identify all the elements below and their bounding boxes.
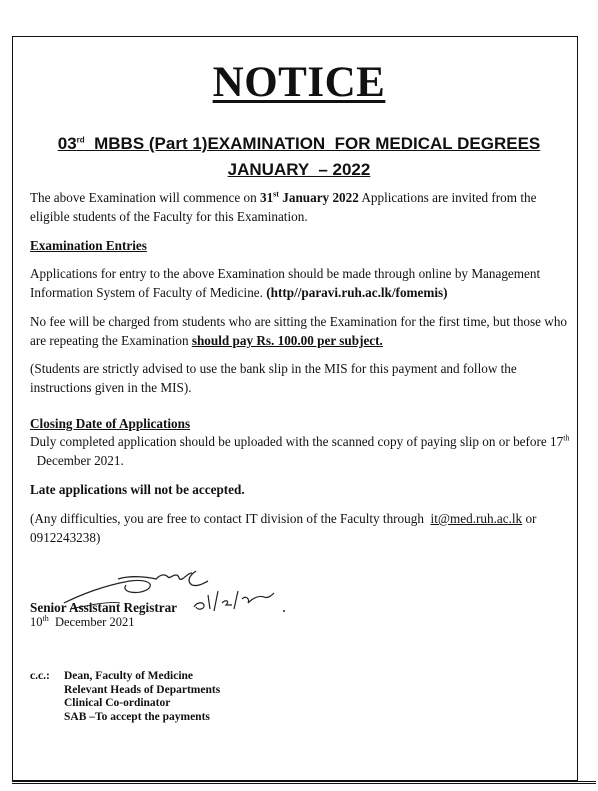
entries-text-2: No fee will be charged from students who are sitting the Examination for the first time, but those who are repeating the Examination (30, 314, 568, 348)
cc-list (64, 670, 220, 724)
mis-link[interactable]: (http//paravi.ruh.ac.lk/fomemis) (266, 285, 448, 300)
exam-number-suffix: rd (76, 135, 85, 145)
signoff-date-sup: th (42, 613, 49, 623)
intro-date-rest: January 2022 (278, 190, 359, 205)
contact-phone: or 0912243238) (30, 511, 537, 545)
entries-paragraph-1 (30, 264, 570, 302)
intro-text-rest: Applications are invited from the eligible students of the Faculty for this Examination. (30, 190, 537, 224)
intro-date (260, 190, 359, 205)
cc-item: Clinical Co-ordinator (64, 697, 171, 709)
closing-date-rest: December 2021. (30, 453, 124, 468)
closing-date-num: 17 (550, 434, 564, 449)
closing-heading: Closing Date of Applications (30, 416, 191, 431)
closing-text: Duly completed application should be uploaded with the scanned copy of paying slip on or before (30, 434, 551, 449)
contact-email-link[interactable]: it@med.ruh.ac.lk (430, 511, 523, 526)
signoff-date-rest: December 2021 (48, 615, 135, 629)
contact-paragraph (30, 509, 570, 547)
exam-number: 03 (57, 134, 77, 153)
intro-paragraph (30, 188, 570, 226)
exam-month: JANUARY – 2022 (227, 160, 371, 179)
signoff-date-num: 10 (30, 615, 43, 629)
entries-paragraph-2 (30, 312, 570, 350)
cc-item: Dean, Faculty of Medicine (64, 670, 194, 682)
entries-text-1: Applications for entry to the above Examination should be made through online by Management Information System of Faculty of Medicine. (30, 266, 541, 300)
closing-date-sup: th (563, 433, 570, 443)
handwritten-date-initials (192, 585, 292, 617)
cc-label: c.c.: (30, 670, 50, 682)
page-border-bottom (12, 781, 596, 787)
signatory-title: Senior Assistant Registrar (30, 600, 178, 615)
exam-subtitle (0, 134, 598, 154)
notice-title: NOTICE (212, 59, 386, 106)
entries-paragraph-3: (Students are strictly advised to use the bank slip in the MIS for this payment and follow the instructions given in the MIS). (30, 361, 517, 395)
intro-date-sup: st (273, 189, 279, 199)
cc-item: SAB –To accept the payments (64, 710, 210, 723)
signoff-date (30, 615, 134, 630)
intro-text: The above Examination will commence on (30, 190, 260, 205)
entries-heading: Examination Entries (30, 238, 147, 253)
fee-notice: should pay Rs. 100.00 per subject. (191, 333, 383, 348)
late-applications-note: Late applications will not be accepted. (30, 482, 245, 497)
intro-date-num: 31 (259, 190, 274, 205)
cc-item: Relevant Heads of Departments (64, 683, 221, 696)
contact-text: (Any difficulties, you are free to contact IT division of the Faculty through (30, 511, 431, 526)
exam-name: MBBS (Part 1)EXAMINATION FOR MEDICAL DEGREES (84, 134, 541, 153)
closing-paragraph (30, 432, 570, 470)
